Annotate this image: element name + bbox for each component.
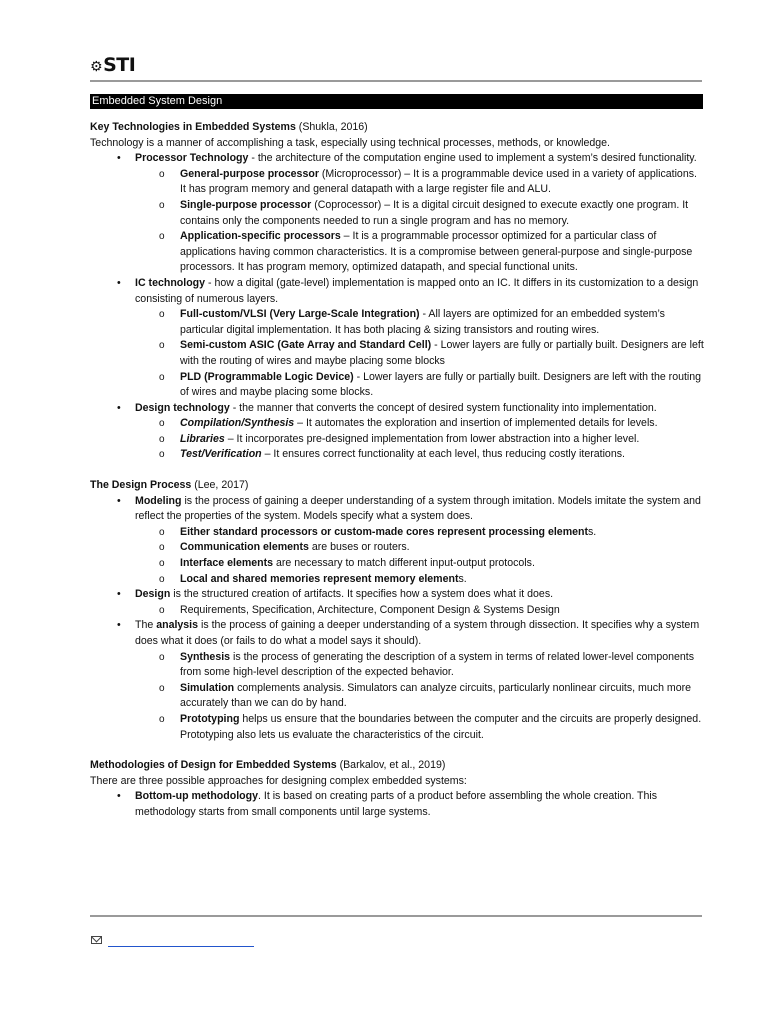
methodologies-list: [90, 789, 705, 820]
list-item: o Requirements, Specification, Architecture, Component Design & Systems Design: [159, 603, 560, 616]
list-item: o Prototyping helps us ensure that the boundaries between the computer and the circuits are properly designed. Prototyping also lets us evaluate the characteristics of the circuit.: [159, 712, 702, 741]
design-process-heading: The Design Process (Lee, 2017): [90, 479, 249, 492]
sub-list: [135, 416, 705, 463]
list-item: • The analysis is the process of gaining a deeper understanding of a system through dissection. It specifies why a system does what it does (or fails to do what a model says it should). o Synthesis is the process of generating the description of a system in terms of related lower-level components from some high-level description of the expected behavior. o Simulation complements analysis. Simulators can analyze circuits, particularly nonlinear circuits, much more accurately than we can do by hand. o Prototyping helps us ensure that the boundaries between the computer and the circuits are properly designed. Prototyping also lets us evaluate the characteristics of the circuit.: [90, 618, 705, 743]
list-item: o Interface elements are necessary to match different input-output protocols.: [159, 557, 535, 570]
key-tech-list: [90, 151, 705, 463]
list-item: o Local and shared memories represent memory elements.: [159, 572, 467, 585]
list-item: o Full-custom/VLSI (Very Large-Scale Integration) - All layers are optimized for an embedded system’s particular digital implementation. It has both placing & sizing transistors and routing wires.: [159, 308, 665, 336]
sub-list: [135, 167, 705, 276]
methodologies-heading: Methodologies of Design for Embedded Systems (Barkalov, et al., 2019): [90, 759, 446, 772]
list-item: o Test/Verification – It ensures correct functionality at each level, thus reducing costly iterations.: [159, 448, 625, 461]
sub-list: [135, 650, 705, 744]
bottom-divider: [90, 915, 702, 917]
list-item: o Either standard processors or custom-made cores represent processing elements.: [159, 525, 597, 538]
sti-logo: ⚙STI: [90, 54, 136, 76]
list-item: o Semi-custom ASIC (Gate Array and Standard Cell) - Lower layers are fully or partially built. Designers are left with the routing of wires and maybe placing some blocks: [159, 339, 704, 367]
list-item: o Synthesis is the process of generating the description of a system in terms of related lower-level components from some high-level description of the expected behavior.: [159, 650, 695, 679]
spacer: [90, 743, 705, 758]
spacer: [90, 463, 705, 478]
methodologies-intro: There are three possible approaches for designing complex embedded systems:: [90, 774, 467, 787]
email-link[interactable]: [108, 946, 254, 947]
list-item: • Bottom-up methodology. It is based on creating parts of a product before assembling the whole creation. This methodology starts from small components until large systems.: [117, 790, 658, 818]
list-item: o Communication elements are buses or routers.: [159, 541, 410, 554]
list-item: • IC technology - how a digital (gate-level) implementation is mapped onto an IC. It differs in its customization to a design consisting of numerous layers. o Full-custom/VLSI (Very Large-Scale Integration) - All layers are optimized for an embedded system’s particular digital implementation. It has both placing & sizing transistors and routing wires. o Semi-custom ASIC (Gate Array and Standard Cell) - Lower layers are fully or partially built. Designers are left with the routing of wires and maybe placing some blocks o PLD (Programmable Logic Device) - Lower layers are fully or partially built. Designers are left with the routing of wires and maybe placing some blocks.: [90, 276, 705, 401]
list-item: o PLD (Programmable Logic Device) - Lower layers are fully or partially built. Designers are left with the routing of wires and maybe placing some blocks.: [159, 370, 702, 399]
list-item: o Compilation/Synthesis – It automates the exploration and insertion of implemented details for levels.: [159, 417, 658, 430]
list-item: • Design technology - the manner that converts the concept of desired system functionality into implementation. o Compilation/Synthesis – It automates the exploration and insertion of implemented details for levels. o Libraries – It incorporates pre-designed implementation from lower abstraction into a higher level. o Test/Verification – It ensures correct functionality at each level, thus reducing costly iterations.: [90, 401, 705, 463]
sub-list: [135, 307, 705, 401]
section-title-bar: Embedded System Design: [90, 94, 703, 109]
envelope-icon: [91, 936, 102, 944]
list-item: • Design is the structured creation of artifacts. It specifies how a system does what it does. o Requirements, Specification, Architecture, Component Design & Systems Design: [90, 587, 705, 618]
design-process-list: [90, 494, 705, 744]
key-tech-heading: Key Technologies in Embedded Systems (Shukla, 2016): [90, 121, 368, 133]
list-item: o Single-purpose processor (Coprocessor) – It is a digital circuit designed to execute exactly one program. It contains only the components needed to run a single program and has no memory.: [159, 198, 689, 227]
top-divider: [90, 80, 702, 82]
document-body: [90, 120, 705, 821]
list-item: o General-purpose processor (Microprocessor) – It is a programmable device used in a variety of applications. It has program memory and general datapath with a large register file and ALU.: [159, 167, 697, 196]
list-item: o Application-specific processors – It is a programmable processor optimized for a particular class of applications having common characteristics. It is a compromise between general-purpose and single-purpose processors. It has program memory, optimized datapath, and special functional units.: [159, 230, 693, 274]
list-item: o Libraries – It incorporates pre-designed implementation from lower abstraction into a higher level.: [159, 432, 640, 445]
sub-list: [135, 603, 705, 619]
logo-mark-icon: ⚙: [90, 59, 103, 75]
list-item: • Modeling is the process of gaining a deeper understanding of a system through imitation. Models imitate the system and reflect the properties of the system. Models specify what a system does. o Either standard processors or custom-made cores represent processing elements. o Communication elements are buses or routers. o Interface elements are necessary to match different input-output protocols. o Local and shared memories represent memory elements.: [90, 494, 705, 588]
sub-list: [135, 525, 705, 587]
list-item: • Processor Technology - the architecture of the computation engine used to implement a system’s desired functionality. o General-purpose processor (Microprocessor) – It is a programmable device used in a variety of applications. It has program memory and general datapath with a large register file and ALU. o Single-purpose processor (Coprocessor) – It is a digital circuit designed to execute exactly one program. It contains only the components needed to run a single program and has no memory. o Application-specific processors – It is a programmable processor optimized for a particular class of applications having common characteristics. It is a compromise between general-purpose and single-purpose processors. It has program memory, optimized datapath, and special functional units.: [90, 151, 705, 276]
key-tech-intro: Technology is a manner of accomplishing a task, especially using technical processes, methods, or knowledge.: [90, 136, 610, 149]
list-item: o Simulation complements analysis. Simulators can analyze circuits, particularly nonlinear circuits, much more accurately than we can do by hand.: [159, 681, 692, 710]
